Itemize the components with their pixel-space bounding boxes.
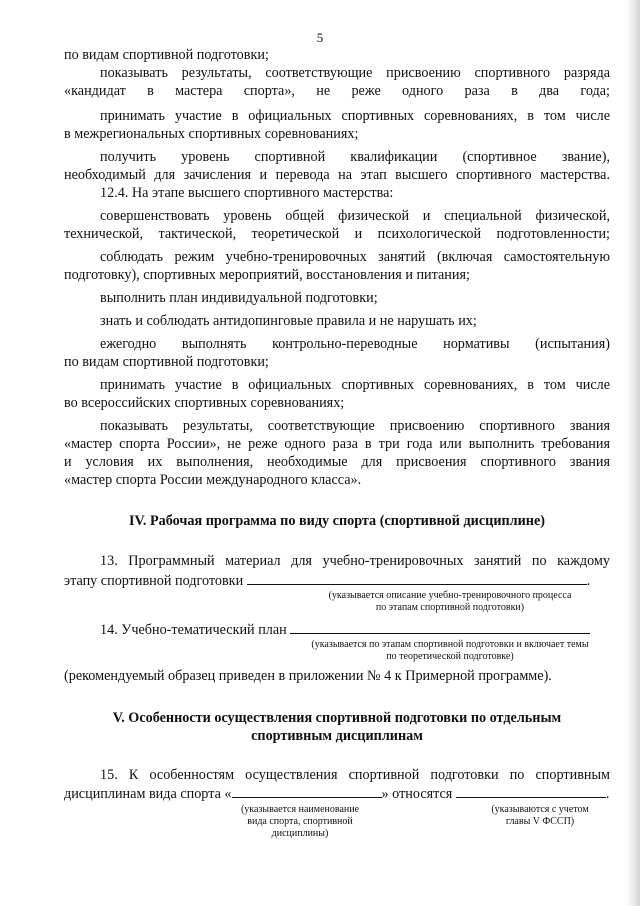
- paragraph-15-middle: » относятся: [381, 786, 453, 802]
- text-line: в межрегиональных спортивных соревнованиях;: [64, 126, 359, 142]
- paragraph-15-prefix: дисциплинам вида спорта «: [64, 786, 232, 802]
- text-line: совершенствовать уровень общей физической и специальной физической,: [100, 208, 610, 224]
- text-line: получить уровень спортивной квалификации (спортивное звание),: [100, 149, 610, 165]
- text-line: выполнить план индивидуальной подготовки;: [100, 290, 378, 306]
- text-line: показывать результаты, соответствующие присвоению спортивного разряда: [100, 65, 610, 81]
- text-line: необходимый для зачисления и перевода на этап высшего спортивного мастерства.: [64, 167, 610, 183]
- text-line: 13. Программный материал для учебно-тренировочных занятий по каждому: [100, 553, 610, 569]
- text-line: по видам спортивной подготовки;: [64, 47, 269, 63]
- scan-edge-shadow: [626, 0, 640, 906]
- text-line: «кандидат в мастера спорта», не реже одного раза в два года;: [64, 83, 610, 99]
- field-caption: по теоретической подготовке): [386, 651, 514, 662]
- fill-in-blank: [456, 784, 606, 798]
- text-line: знать и соблюдать антидопинговые правила и не нарушать их;: [100, 313, 477, 329]
- page-number: 5: [316, 30, 324, 45]
- text-line: показывать результаты, соответствующие присвоению спортивного звания: [100, 418, 610, 434]
- text-line: технической, тактической, теоретической и психологической подготовленности;: [64, 226, 610, 242]
- section-heading: V. Особенности осуществления спортивной подготовки по отдельным: [112, 710, 562, 726]
- paragraph-15-line: [64, 784, 610, 803]
- text-line: «мастер спорта России международного класса».: [64, 472, 362, 488]
- field-caption: вида спорта, спортивной: [247, 816, 353, 827]
- text-line: во всероссийских спортивных соревнованиях;: [64, 395, 345, 411]
- fill-in-blank: [247, 571, 587, 585]
- field-caption: (указывается по этапам спортивной подготовки и включает темы: [311, 639, 589, 650]
- section-heading: спортивным дисциплинам: [251, 728, 423, 744]
- field-caption: (указывается наименование: [240, 804, 360, 815]
- paragraph-14-line: [100, 620, 610, 639]
- text-line: по видам спортивной подготовки;: [64, 354, 269, 370]
- field-caption: (указывается описание учебно-тренировочного процесса: [328, 590, 572, 601]
- section-heading: IV. Рабочая программа по виду спорта (спортивной дисциплине): [128, 513, 545, 529]
- field-caption: (указываются с учетом: [491, 804, 589, 815]
- paragraph-13-line: [64, 571, 610, 590]
- text-line: подготовку), спортивных мероприятий, восстановления и питания;: [64, 267, 470, 283]
- paragraph-14-text: 14. Учебно-тематический план: [100, 622, 287, 638]
- text-line: 12.4. На этапе высшего спортивного мастерства:: [100, 185, 394, 201]
- paragraph-13-text: этапу спортивной подготовки: [64, 573, 244, 589]
- text-line: ежегодно выполнять контрольно-переводные нормативы (испытания): [100, 336, 610, 352]
- text-line: 15. К особенностям осуществления спортивной подготовки по спортивным: [100, 767, 610, 783]
- text-line: и условия их выполнения, необходимые для присвоения спортивного звания: [64, 454, 610, 470]
- field-caption: дисциплины): [271, 828, 329, 839]
- field-caption: главы V ФССП): [505, 816, 575, 827]
- text-line: принимать участие в официальных спортивных соревнованиях, в том числе: [100, 377, 610, 393]
- text-line: (рекомендуемый образец приведен в приложении № 4 к Примерной программе).: [64, 668, 552, 684]
- field-caption: по этапам спортивной подготовки): [375, 602, 525, 613]
- fill-in-blank: [290, 620, 590, 634]
- fill-in-blank: [232, 784, 382, 798]
- text-line: «мастер спорта России», не реже одного раза в три года или выполнить требования: [64, 436, 610, 452]
- paragraph-13-end: .: [586, 573, 591, 589]
- text-line: принимать участие в официальных спортивных соревнованиях, в том числе: [100, 108, 610, 124]
- text-line: соблюдать режим учебно-тренировочных занятий (включая самостоятельную: [100, 249, 610, 265]
- paragraph-15-end: .: [605, 786, 610, 802]
